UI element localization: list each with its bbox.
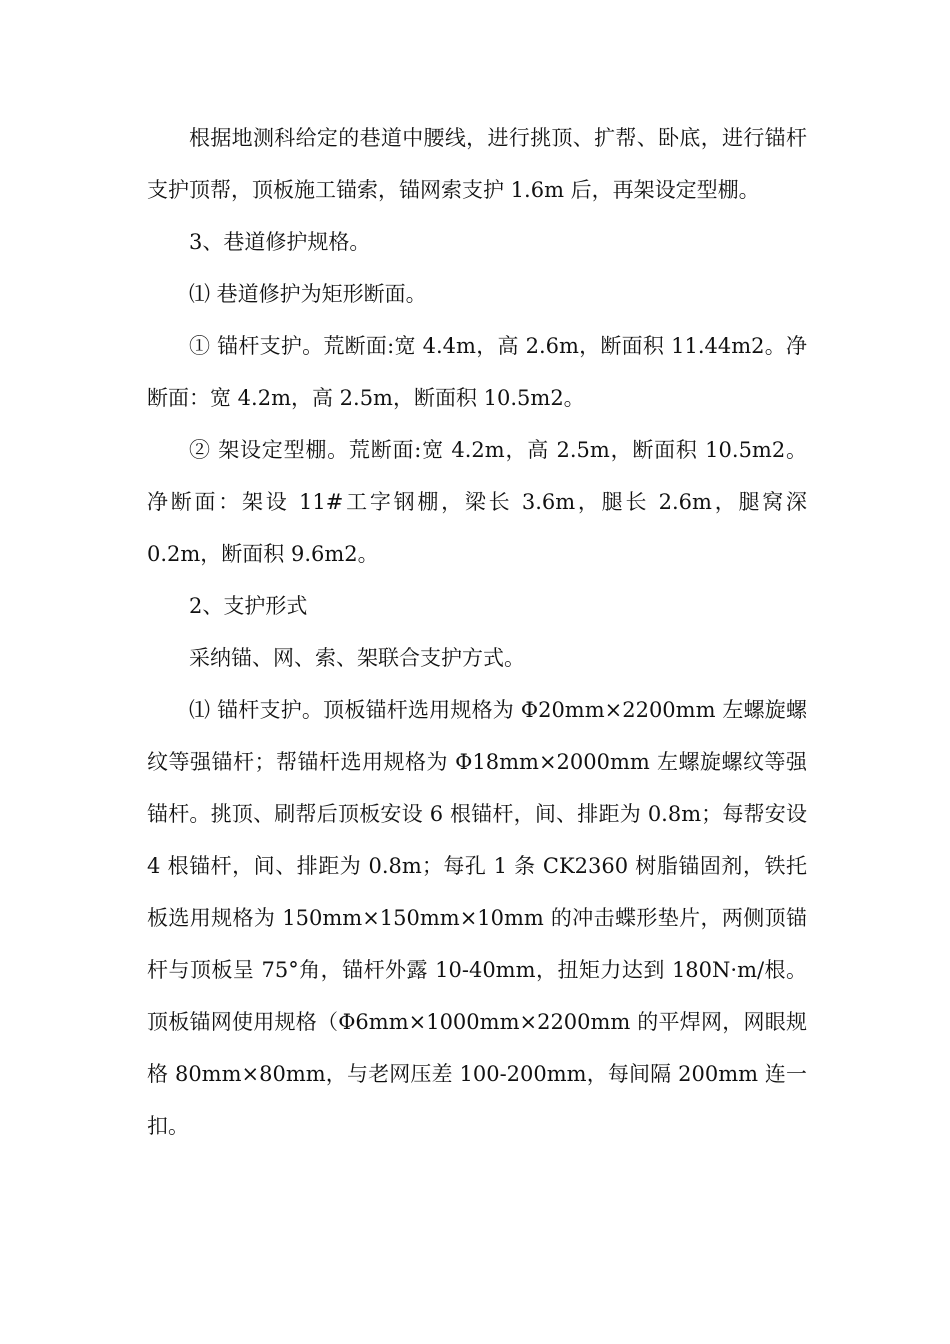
paragraph-intro: 根据地测科给定的巷道中腰线，进行挑顶、扩帮、卧底，进行锚杆支护顶帮，顶板施工锚索，锚网索支护 1.6m 后，再架设定型棚。 (147, 126, 807, 202)
heading-repair-spec: 3、巷道修护规格。 (189, 230, 371, 254)
paragraph-bolt-details: ⑴ 锚杆支护。顶板锚杆选用规格为 Φ20mm×2200mm 左螺旋螺纹等强锚杆；帮锚杆选用规格为 Φ18mm×2000mm 左螺旋螺纹等强锚杆。挑顶、刷帮后顶板安设 6 根锚杆，间、排距为 0.8m；每帮安设 4 根锚杆，间、排距为 0.8m；每孔 1 条 CK2360 树脂锚固剂，铁托板选用规格为 150mm×150mm×10mm 的冲击蝶形垫片，两侧顶锚杆与顶板呈 75°角，锚杆外露 10-40mm，扭矩力达到 180N·m/根。顶板锚网使用规格（Φ6mm×1000mm×2200mm 的平焊网，网眼规格 80mm×80mm，与老网压差 100-200mm，每间隔 200mm 连一扣。 (147, 698, 808, 1138)
heading-support-form: 2、支护形式 (189, 594, 308, 618)
paragraph-bolt-support-section: ① 锚杆支护。荒断面:宽 4.4m，高 2.6m，断面积 11.44m2。净断面：宽 4.2m，高 2.5m，断面积 10.5m2。 (147, 334, 807, 410)
paragraph-section-shape: ⑴ 巷道修护为矩形断面。 (189, 282, 427, 306)
paragraph-combined-support: 采纳锚、网、索、架联合支护方式。 (189, 646, 525, 670)
document-body (147, 112, 807, 1152)
paragraph-steel-shed-section: ② 架设定型棚。荒断面:宽 4.2m，高 2.5m，断面积 10.5m2。净断面：架设 11#工字钢棚，梁长 3.6m，腿长 2.6m，腿窝深 0.2m，断面积 9.6m2。 (147, 438, 807, 566)
